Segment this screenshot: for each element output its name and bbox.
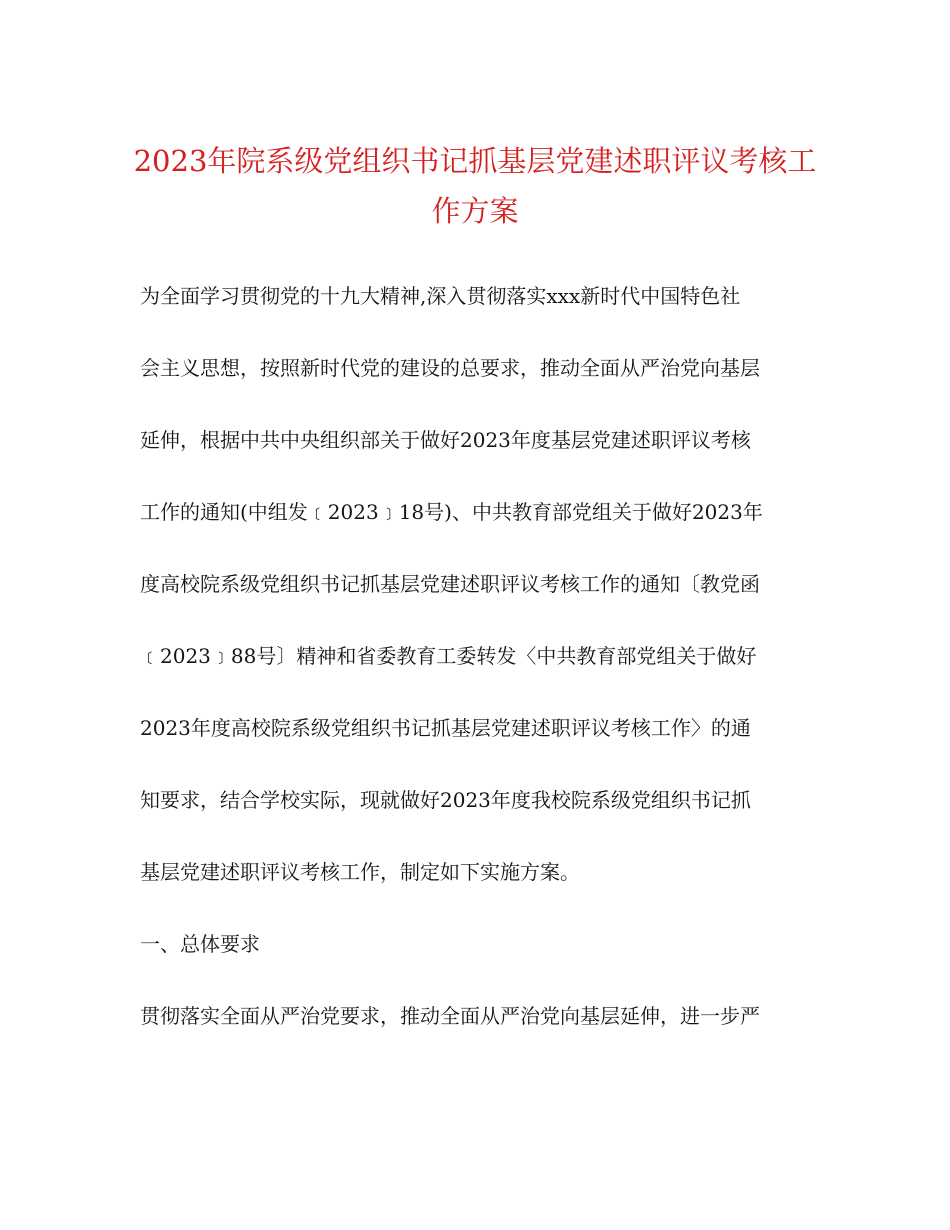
body-line-6: ﹝2023﹞88号〕精神和省委教育工委转发〈中共教育部党组关于做好 — [140, 644, 757, 668]
body-line-7: 2023年度高校院系级党组织书记抓基层党建述职评议考核工作〉的通 — [140, 716, 751, 740]
body-line-10: 贯彻落实全面从严治党要求，推动全面从严治党向基层延伸，进一步严 — [140, 1004, 760, 1028]
body-line-5: 度高校院系级党组织书记抓基层党建述职评议考核工作的通知〔教党函 — [140, 572, 760, 596]
body-line-4: 工作的通知(中组发﹝2023﹞18号)、中共教育部党组关于做好2023年 — [140, 500, 763, 524]
body-line-3: 延伸，根据中共中央组织部关于做好2023年度基层党建述职评议考核 — [140, 428, 751, 452]
body-line-8: 知要求，结合学校实际，现就做好2023年度我校院系级党组织书记抓 — [140, 788, 751, 812]
body-line-1: 为全面学习贯彻党的十九大精神,深入贯彻落实xxx新时代中国特色社 — [140, 284, 741, 308]
body-line-9: 基层党建述职评议考核工作，制定如下实施方案。 — [140, 860, 580, 884]
section-heading-1: 一、总体要求 — [140, 932, 260, 956]
document-title-line-2: 作方案 — [431, 194, 519, 228]
body-line-2: 会主义思想，按照新时代党的建设的总要求，推动全面从严治党向基层 — [140, 356, 760, 380]
document-title-line-1: 2023年院系级党组织书记抓基层党建述职评议考核工 — [133, 144, 817, 178]
